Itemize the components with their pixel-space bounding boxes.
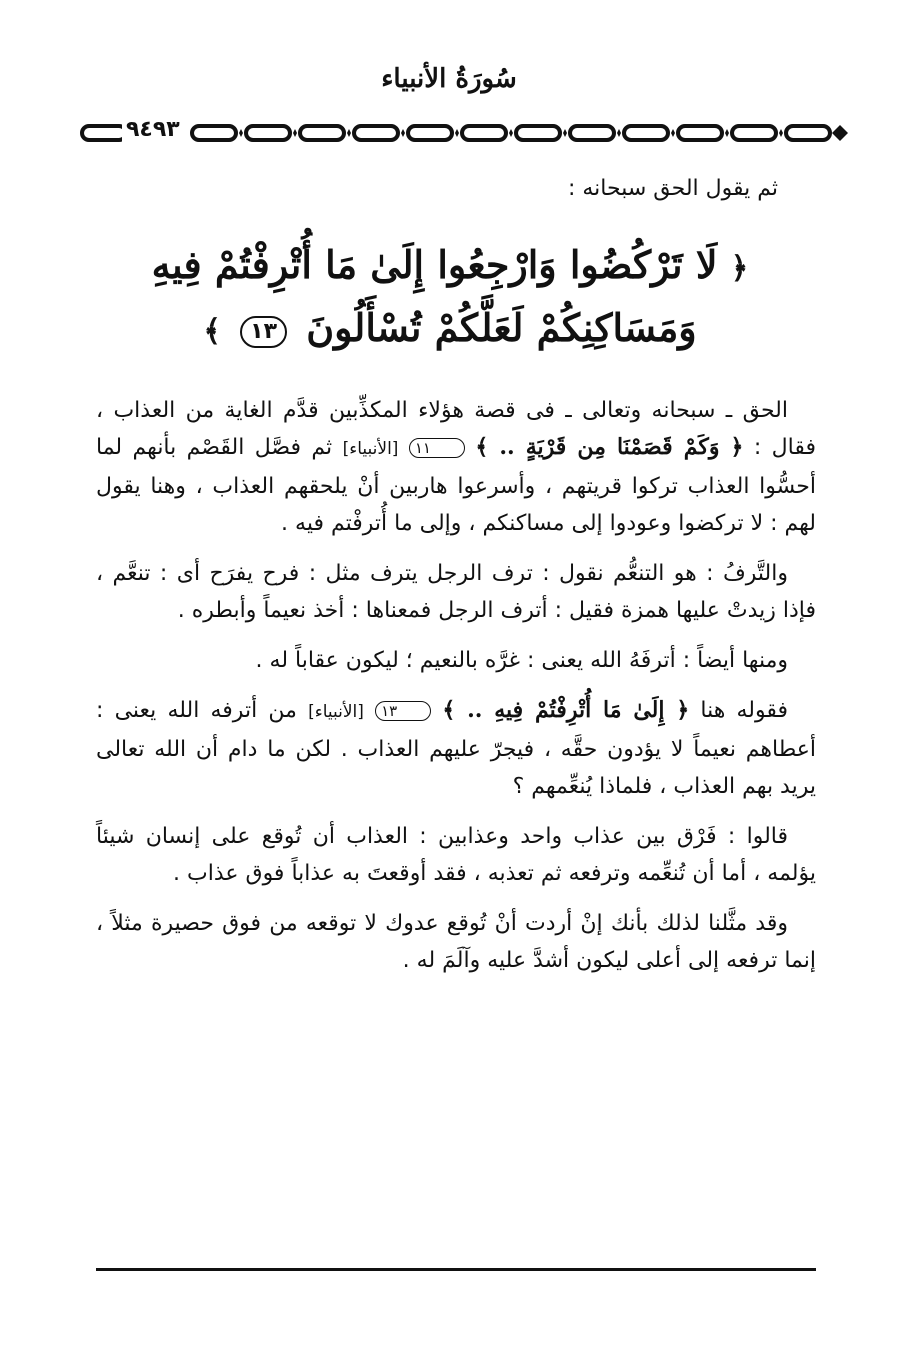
quran-verse-line-1: [110, 235, 790, 299]
verse-close-bracket: ﴾: [203, 314, 221, 349]
p1-ayah-number: ١١: [409, 438, 465, 458]
p4-reference: [الأنبياء]: [308, 702, 364, 722]
paragraph-1: [96, 392, 816, 542]
p4-ayah-number: ١٣: [375, 701, 431, 721]
ornament-border-icon: [80, 118, 850, 148]
paragraph-6: وقد مثَّلنا لذلك بأنك إنْ أردت أنْ تُوقع عدوك لا توقعه من فوق حصيرة مثلاً ، إنما ترفعه إلى أعلى ليكون أشدَّ عليه وآلَمَ له .: [96, 911, 816, 973]
paragraph-3: ومنها أيضاً : أترفَهُ الله يعنى : غرَّه بالنعيم ؛ ليكون عقاباً له .: [255, 648, 788, 673]
p1-text-b: ثم فصَّل القَصْم بأنهم لما أحسُّوا العذاب تركوا قريتهم ، وأسرعوا هاربين أنْ يلحقهم العذاب ، وهنا يقول لهم : لا تركضوا وعودوا إلى مساكنكم ، وإلى ما أُترفْتم فيه .: [96, 435, 816, 536]
p1-reference: [الأنبياء]: [342, 439, 399, 459]
p4-text-b: من أترفه الله يعنى : أعطاهم نعيماً لا يؤدون حقَّه ، فيجرّ عليهم العذاب . لكن ما دام أن الله تعالى يريد بهم العذاب ، فلماذا يُنعِّمهم ؟: [96, 698, 816, 799]
verse-open-bracket: ﴿: [730, 251, 749, 286]
surah-title: سُورَةُ الأنبياء: [381, 64, 517, 94]
paragraph-5: قالوا : فَرْق بين عذاب واحد وعذابين : العذاب أن تُوقع على إنسان شيئاً يؤلمه ، أما أن تُنعِّمه وترفعه ثم تعذبه ، فقد أوقعتَ به عذاباً فوق عذاب .: [96, 824, 816, 886]
p4-text-a: فقوله هنا: [700, 698, 789, 723]
ayah-number-badge: ١٣: [240, 316, 287, 348]
verse-text-1: لَا تَرْكُضُوا وَارْجِعُوا إِلَىٰ مَا أُتْرِفْتُمْ فِيهِ: [151, 242, 718, 287]
footer-rule: [96, 1268, 816, 1271]
p1-quote: ﴿ وَكَمْ قَصَمْنَا مِن قَرْيَةٍ .. ﴾: [475, 434, 744, 460]
commentary-body: [96, 392, 816, 992]
paragraph-4: [96, 692, 816, 805]
intro-line: ثم يقول الحق سبحانه :: [567, 176, 778, 201]
verse-text-2: وَمَسَاكِنِكُمْ لَعَلَّكُمْ تُسْأَلُونَ: [306, 305, 697, 350]
paragraph-2: والتَّرفُ : هو التنعُّم نقول : ترف الرجل يترف مثل : فرح يفرَح أى : تنعَّم ، فإذا زيدتْ عليها همزة فقيل : أترف الرجل فمعناها : أخذ نعيماً وأبطره .: [96, 561, 816, 623]
p1-text-a: الحق ـ سبحانه وتعالى ـ فى قصة هؤلاء المكذِّبين قدَّم الغاية من العذاب ، فقال :: [96, 398, 816, 460]
page-number: ٩٤٩٣: [122, 116, 184, 144]
p4-quote: ﴿ إِلَىٰ مَا أُتْرِفْتُمْ فِيهِ .. ﴾: [442, 697, 690, 723]
quran-verse-line-2: [110, 298, 790, 362]
